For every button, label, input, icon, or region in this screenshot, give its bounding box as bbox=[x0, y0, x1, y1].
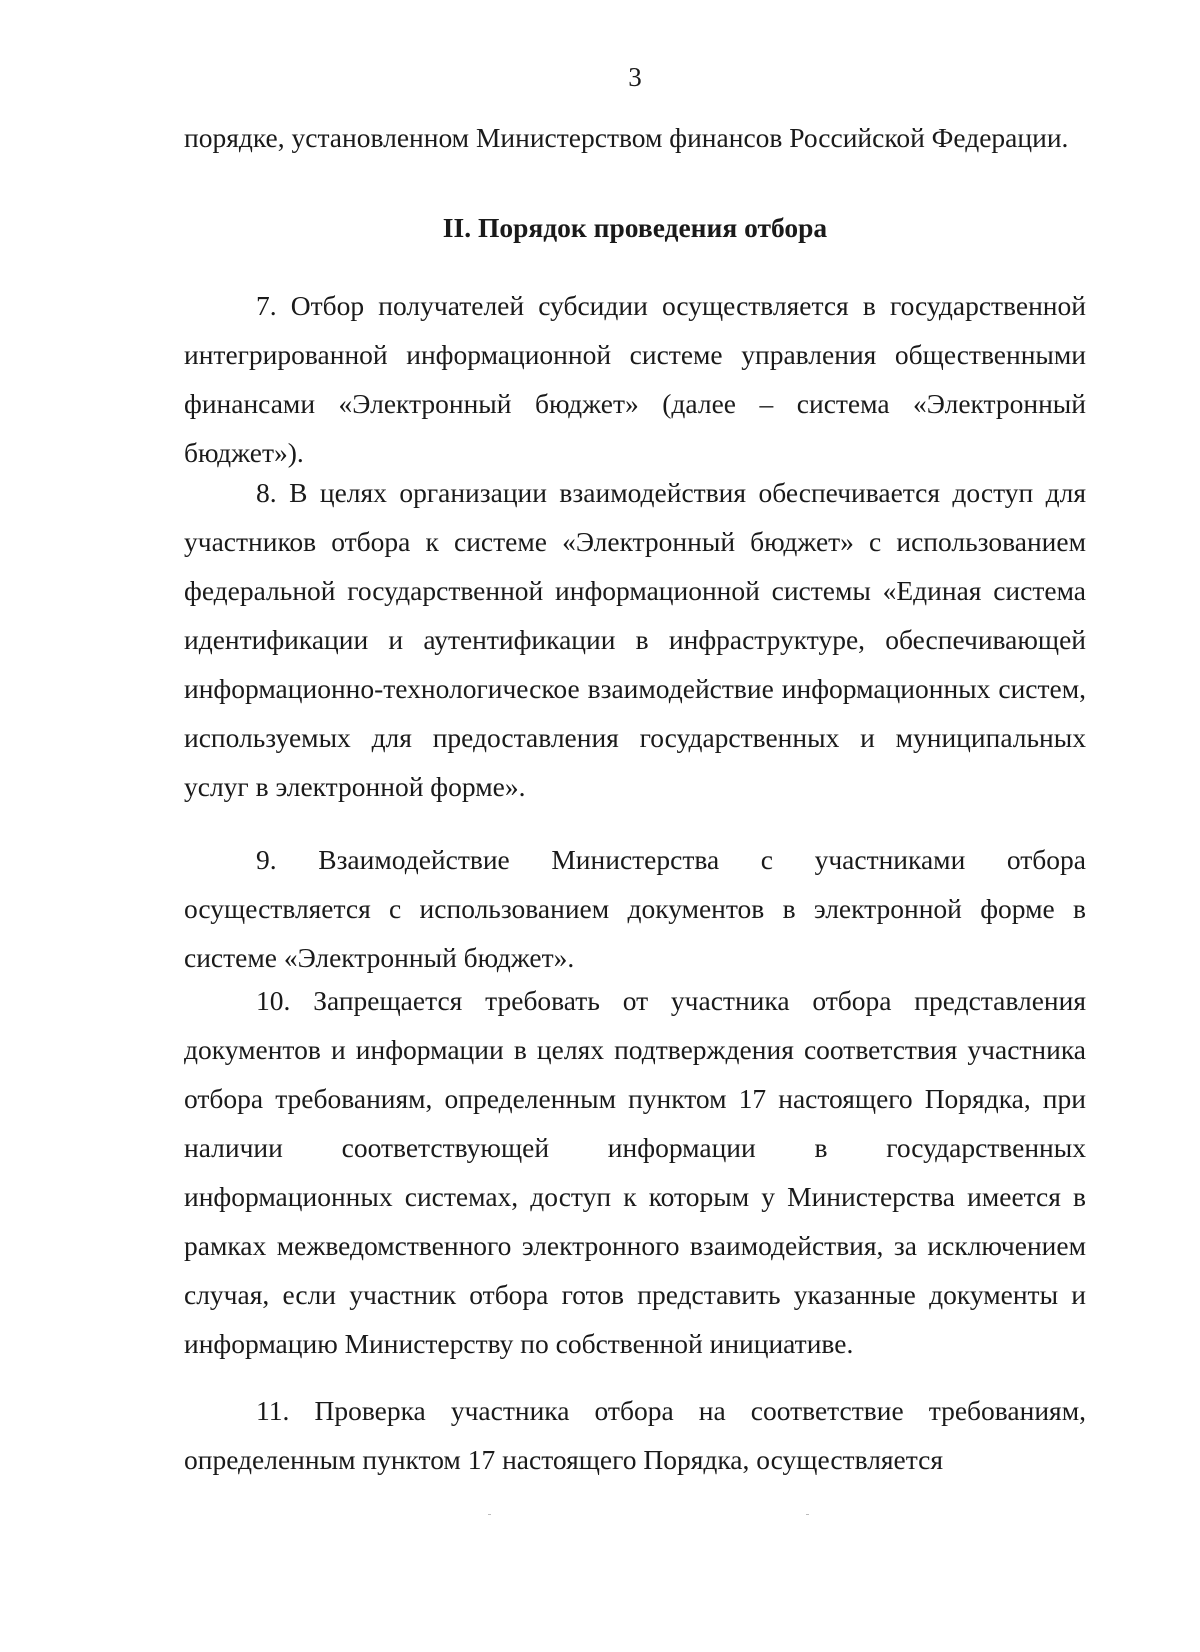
paragraph-8-block bbox=[184, 468, 1086, 811]
scan-artifact bbox=[806, 1514, 809, 1515]
paragraph-11: 11. Проверка участника отбора на соответствие требованиям, определенным пунктом 17 настоящего Порядка, осуществляется bbox=[184, 1395, 1086, 1475]
continuation-text-block bbox=[184, 113, 1086, 162]
paragraph-10: 10. Запрещается требовать от участника отбора представления документов и информации в целях подтверждения соответствия участника отбора требованиям, определенным пунктом 17 настоящего Порядка, при наличии соответствующей информации в государственных информационных системах, доступ к которым у Министерства имеется в рамках межведомственного электронного взаимодействия, за исключением случая, если участник отбора готов представить указанные документы и информацию Министерству по собственной инициативе. bbox=[184, 985, 1086, 1359]
paragraph-7: 7. Отбор получателей субсидии осуществляется в государственной интегрированной информационной системе управления общественными финансами «Электронный бюджет» (далее – система «Электронный бюджет»). bbox=[184, 290, 1086, 468]
paragraph-8: 8. В целях организации взаимодействия обеспечивается доступ для участников отбора к системе «Электронный бюджет» с использованием федеральной государственной информационной системы «Единая система идентификации и аутентификации в инфраструктуре, обеспечивающей информационно-технологическое взаимодействие информационных систем, используемых для предоставления государственных и муниципальных услуг в электронной форме». bbox=[184, 477, 1086, 802]
paragraph-9: 9. Взаимодействие Министерства с участниками отбора осуществляется с использованием документов в электронной форме в системе «Электронный бюджет». bbox=[184, 844, 1086, 973]
section-heading: II. Порядок проведения отбора bbox=[442, 212, 828, 243]
paragraph-7-block bbox=[184, 281, 1086, 477]
page-number: 3 bbox=[628, 62, 642, 92]
scan-artifact bbox=[488, 1514, 491, 1515]
paragraph-9-block bbox=[184, 835, 1086, 982]
paragraph-11-block bbox=[184, 1386, 1086, 1484]
paragraph-10-block bbox=[184, 976, 1086, 1368]
section-heading-block bbox=[184, 203, 1086, 252]
continuation-paragraph: порядке, установленном Министерством финансов Российской Федерации. bbox=[184, 122, 1069, 153]
